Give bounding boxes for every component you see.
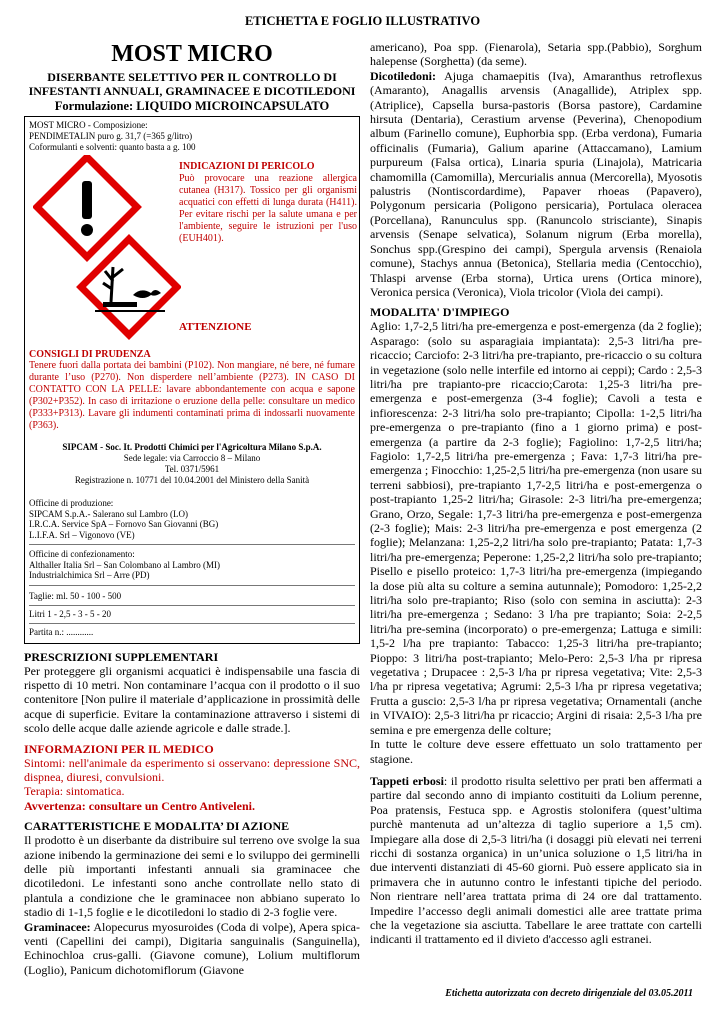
tappeti-text: : il prodotto risulta selettivo per prati ben affermati a partire dal secondo anno di impianto costituiti da Lolium perenne, Poa pratensis, Festuca spp. e Agrostis stolonifera (quest’ultima purchè mantenuta ad un’altezza di taglio superiore a 1,5 cm). Impiegare alla dose di 2,5-3 litri/ha (i dosaggi più elevati nei terreni ricchi di sostanza organica) in un’unica soluzione o 1,5 litri/ha in due interventi distanziati di 45-60 giorni. Può essere applicato sia in primavera che in autunno contro le infestanti tipiche del periodo. Non rientrare nell’area trattata prima di 24 ore dal trattamento. Impedire l’accesso degli animali domestici alle aree trattate prima che la vegetazione sia asciutta. Tabellare le aree trattate con cartelli indicanti il trattamento ed il divieto d'accesso agli estranei. (370, 773, 702, 947)
tappeti-paragraph (370, 774, 702, 947)
company-name: SIPCAM - Soc. It. Prodotti Chimici per l'Agricoltura Milano S.p.A. (62, 442, 322, 452)
product-name: MOST MICRO (111, 41, 273, 67)
sizes-litri: Litri 1 - 2,5 - 3 - 5 - 20 (29, 608, 111, 619)
composition-line: Coformulanti e solventi: quanto basta a g. 100 (29, 142, 196, 152)
signal-word: ATTENZIONE (179, 321, 252, 333)
packaging-line: Althaller Italia Srl – San Colombano al Lambro (MI) (29, 559, 220, 570)
dicotiledoni-text: Ajuga chamaepitis (Iva), Amaranthus retroflexus (Amaranto), Anagallis arvensis (Anagallide), Atriplex spp.(Atriplice), Capsella bursa-pastoris (Borsa pastore), Cardamine hirsuta (Dentaria), Cerastium arvense (Peverina), Chenopodium album (Farinello comune), Euphorbia spp. (Erba verdona), Fumaria officinalis (Fumaria), Galium aparine (Attaccamano), Lamium purpureum (Falsa ortica), Linaria spuria (Linajola), Matricaria chamomilla (Camomilla), Mercurialis annua (Mercorella), Myosotis palustris (Nontiscordardime), Papaver rhoeas (Papavero), Polygonum persicaria (Poligono persicaria), Portulaca oleracea (Porcellana), Ranunculus spp. (Ranuncolo strisciante), Sinapis arvensis (Senape selvatica), Solanum nigrum (Erba morella), Sonchus spp.(Grespino dei campi), Spergula arvensis (Renaiola comune), Stachys annua (Betonica), Stellaria media (Centocchio), Thlaspi arvense (Erba storna), Urtica urens (Ortica minore), Veronica persica (Veronica), Viola tricolor (Viola dei campi). (370, 68, 703, 299)
composition-line: MOST MICRO - Composizione: (29, 120, 148, 130)
hazard-area (29, 155, 355, 345)
graminacee-label: Graminacee: (24, 919, 91, 934)
sizes-taglie: Taglie: ml. 50 - 100 - 500 (29, 590, 122, 601)
dicotiledoni-label: Dicotiledoni: (370, 68, 436, 83)
divider (29, 544, 355, 545)
tappeti-label: Tappeti erbosi (370, 773, 444, 788)
impiego-tail: In tutte le colture deve essere effettuato un solo trattamento per stagione. (370, 737, 702, 766)
sizes-partita: Partita n.: ............ (29, 626, 94, 637)
medico-warning: Avvertenza: consultare un Centro Antiveleni. (24, 798, 255, 813)
hazard-text: Può provocare una reazione allergica cutanea (H317). Tossico per gli organismi acquatici con effetti di lunga durata (H411). Per evitare rischi per la salute umana e per l'ambiente, seguire le istruzioni per l'uso (EUH401). (179, 173, 357, 244)
packaging-line: Industrialchimica Srl – Arre (PD) (29, 570, 150, 580)
azione-title: CARATTERISTICHE E MODALITA’ DI AZIONE (24, 819, 290, 834)
production-line: I.R.C.A. Service SpA – Fornovo San Giovanni (BG) (29, 519, 219, 529)
azione-text: Il prodotto è un diserbante da distribuire sul terreno ove svolge la sua azione inibendo la germinazione dei semi e lo sviluppo dei germinelli delle più importanti infestanti annuali sia graminacee che dicotiledoni. Le infestanti sono anche controllate nello stato di plantula a condizione che le graminacee non abbiano superato lo stadio di 1-1,5 foglie e le dicotiledoni lo stadio di 2-3 foglie vere. (24, 833, 360, 920)
species-continuation: americano), Poa spp. (Fienarola), Setaria spp.(Pabbio), Sorghum halepense (Sorghetta) (da seme). (370, 40, 702, 69)
hazard-statements (179, 161, 357, 245)
composition-line: PENDIMETALIN puro g. 31,7 (=365 g/litro) (29, 131, 193, 141)
medico-title: INFORMAZIONI PER IL MEDICO (24, 741, 214, 756)
dicotiledoni-paragraph (370, 69, 702, 300)
product-subtitle: DISERBANTE SELETTIVO PER IL CONTROLLO DI INFESTANTI ANNUALI, GRAMINACEE E DICOTILEDONI (28, 70, 356, 98)
medico-therapy: Terapia: sintomatica. (24, 784, 125, 799)
document-header: ETICHETTA E FOGLIO ILLUSTRATIVO (244, 14, 481, 28)
hazard-pictograms (33, 155, 181, 345)
packaging-block (29, 549, 355, 581)
hazard-title: INDICAZIONI DI PERICOLO (179, 161, 315, 172)
left-column (24, 40, 360, 977)
impiego-text: Aglio: 1,7-2,5 litri/ha pre-emergenza e post-emergenza (da 2 foglie); Asparago: (solo su asparagiaia impiantata): 2,5-3 litri/ha pre-ricaccio; Carciofo: 2-3 litri/ha pre-trapianto, pre-ricaccio o su coltura in vegetazione (solo nelle interfile ed intorno ai ceppi); Cardo : 2,5-3 litri/ha pre trapianto-pre ricaccio;Carota: 1,25-3 litri/ha pre-emergenza e post-emergenza (3-4 foglie); Cavoli a testa e infiorescenza: 2-3 litri/ha solo pre-trapianto; Cipolla: 1-2,5 litri/ha pre-emergenza o pre-trapianto (fino a 1 giorno prima) e post-emergenza (a partire da 2-3 foglie); Fagiolino: 1,7-2,5 litri/ha; Fagiolo: 1,7-2,5 litri/ha pre-emergenza ; Fava: 1,7-3 litri/ha pre-emergenza ; Finocchio: 1,25-2,5 litri/ha pre-emergenza (non usare su terreni sabbiosi), pre-trapianto 1,7-2,5 litri/ha e post-emergenza o post-trapianto 1,25-2 litri/ha; Girasole: 2-3 litri/ha pre-emergenza; Grano, Orzo, Segale: 1,7-3 litri/ha pre-emergenza e post-emergenza (2-3 foglie); Mais: 2-3 litri/ha pre-emergenza e post emergenza (2 foglie); Melanzana: 1,25-2,2 litri/ha solo pre-trapianto; Patata: 1,7-3 litri/ha pre-emergenza; Peperone: 1,25-2,2 litri/ha solo pre-trapianto; Pisello e pisello proteico: 1,7-3 litri/ha pre-emergenza (impiegando la dose più alta su colture a semina autunnale); Pomodoro: 1,25-2,2 litri/ha solo pre-trapianto; Riso (solo con semina in asciutta): 2-3 litri/ha pre-emergenza ; Sedano: 3 l/ha pre trapianto; Soia: 2-2,5 litri/ha pre-semina (incorporato) o pre-emergenza; Lattuga e simili: 1,5-2 l/ha pre trapianto: Tabacco: 1,25-3 litri/ha pre-trapianto; Pioppo: 3 litri/ha post-trapianto; Melo-Pero: 2,5-3 l/ha pr ripresa vegetativa ; Drupacee : 2,5-3 l/ha pr ripresa vegetativa; Vite: 2,5-3 l/ha pr ripresa vegetativa; Agrumi: 2,5-3 l/ha pr ripresa vegetativa; Frutta a guscio: 2,5-3 l/ha pr ripresa vegetativa; Ornamentali (anche in VIVAIO): 2,5-3 litri/ha pr ricaccio; Argini di risaia: 2,5-3 l/ha pre semina e pre emergenza delle colture; (370, 319, 702, 737)
right-column (370, 40, 702, 947)
authorization-footer: Etichetta autorizzata con decreto dirigenziale del 03.05.2011 (445, 988, 693, 999)
label-box (24, 116, 360, 644)
company-address: Sede legale: via Carroccio 8 – Milano (123, 453, 261, 463)
graminacee-text: Alopecurus myosuroides (Coda di volpe), Apera spica-venti (Capellini dei campi), Digitaria sanguinalis (Sanguinella), Echinochloa crus-galli. (Giavone comune), Lolium multiflorum (Loglio), Panicum dichotomiflorum (Giavone (24, 919, 360, 977)
impiego-title: MODALITA' D'IMPIEGO (370, 305, 510, 320)
production-title: Officine di produzione: (29, 498, 114, 508)
company-tel: Tel. 0371/5961 (164, 464, 220, 474)
production-line: SIPCAM S.p.A.- Salerano sul Lambro (LO) (29, 508, 188, 519)
prudenza-title: CONSIGLI DI PRUDENZA (29, 349, 151, 360)
company-registration: Registrazione n. 10771 del 10.04.2001 del Ministero della Sanità (74, 475, 310, 485)
packaging-title: Officine di confezionamento: (29, 549, 135, 559)
medico-symptoms: Sintomi: nell'animale da esperimento si osservano: depressione SNC, dispnea, diuresi, convulsioni. (24, 755, 360, 784)
prudenza-text: Tenere fuori dalla portata dei bambini (P102). Non mangiare, né bere, né fumare durante l’uso (P270). Non disperdere nell’ambiente (P273). IN CASO DI CONTATTO CON LA PELLE: lavare abbondantemente con acqua e sapone (P302+P352). In caso di irritazione o eruzione della pelle: consultare un medico (P333+P313). Lavare gli indumenti contaminati prima di indossarli nuovamente (P363). (29, 360, 355, 431)
divider (29, 605, 355, 606)
prescrizioni-title: PRESCRIZIONI SUPPLEMENTARI (24, 649, 219, 664)
divider (29, 623, 355, 624)
company-block (29, 442, 355, 486)
graminacee-paragraph (24, 920, 360, 978)
product-formulation: Formulazione: LIQUIDO MICROINCAPSULATO (54, 99, 330, 113)
divider (29, 585, 355, 586)
prescrizioni-text: Per proteggere gli organismi acquatici è indispensabile una fascia di rispetto di 10 metri. Non contaminare l’acqua con il prodotto o il suo contenitore [Non pulire il materiale d’applicazione in prossimità delle acque di superficie. Evitare la contaminazione attraverso i sistemi di scolo delle acque dalle aziende agricole e dalle strade.]. (24, 663, 360, 736)
production-block (29, 498, 355, 540)
production-line: L.I.F.A. Srl – Vigonovo (VE) (29, 529, 135, 540)
sizes-block (29, 590, 355, 639)
